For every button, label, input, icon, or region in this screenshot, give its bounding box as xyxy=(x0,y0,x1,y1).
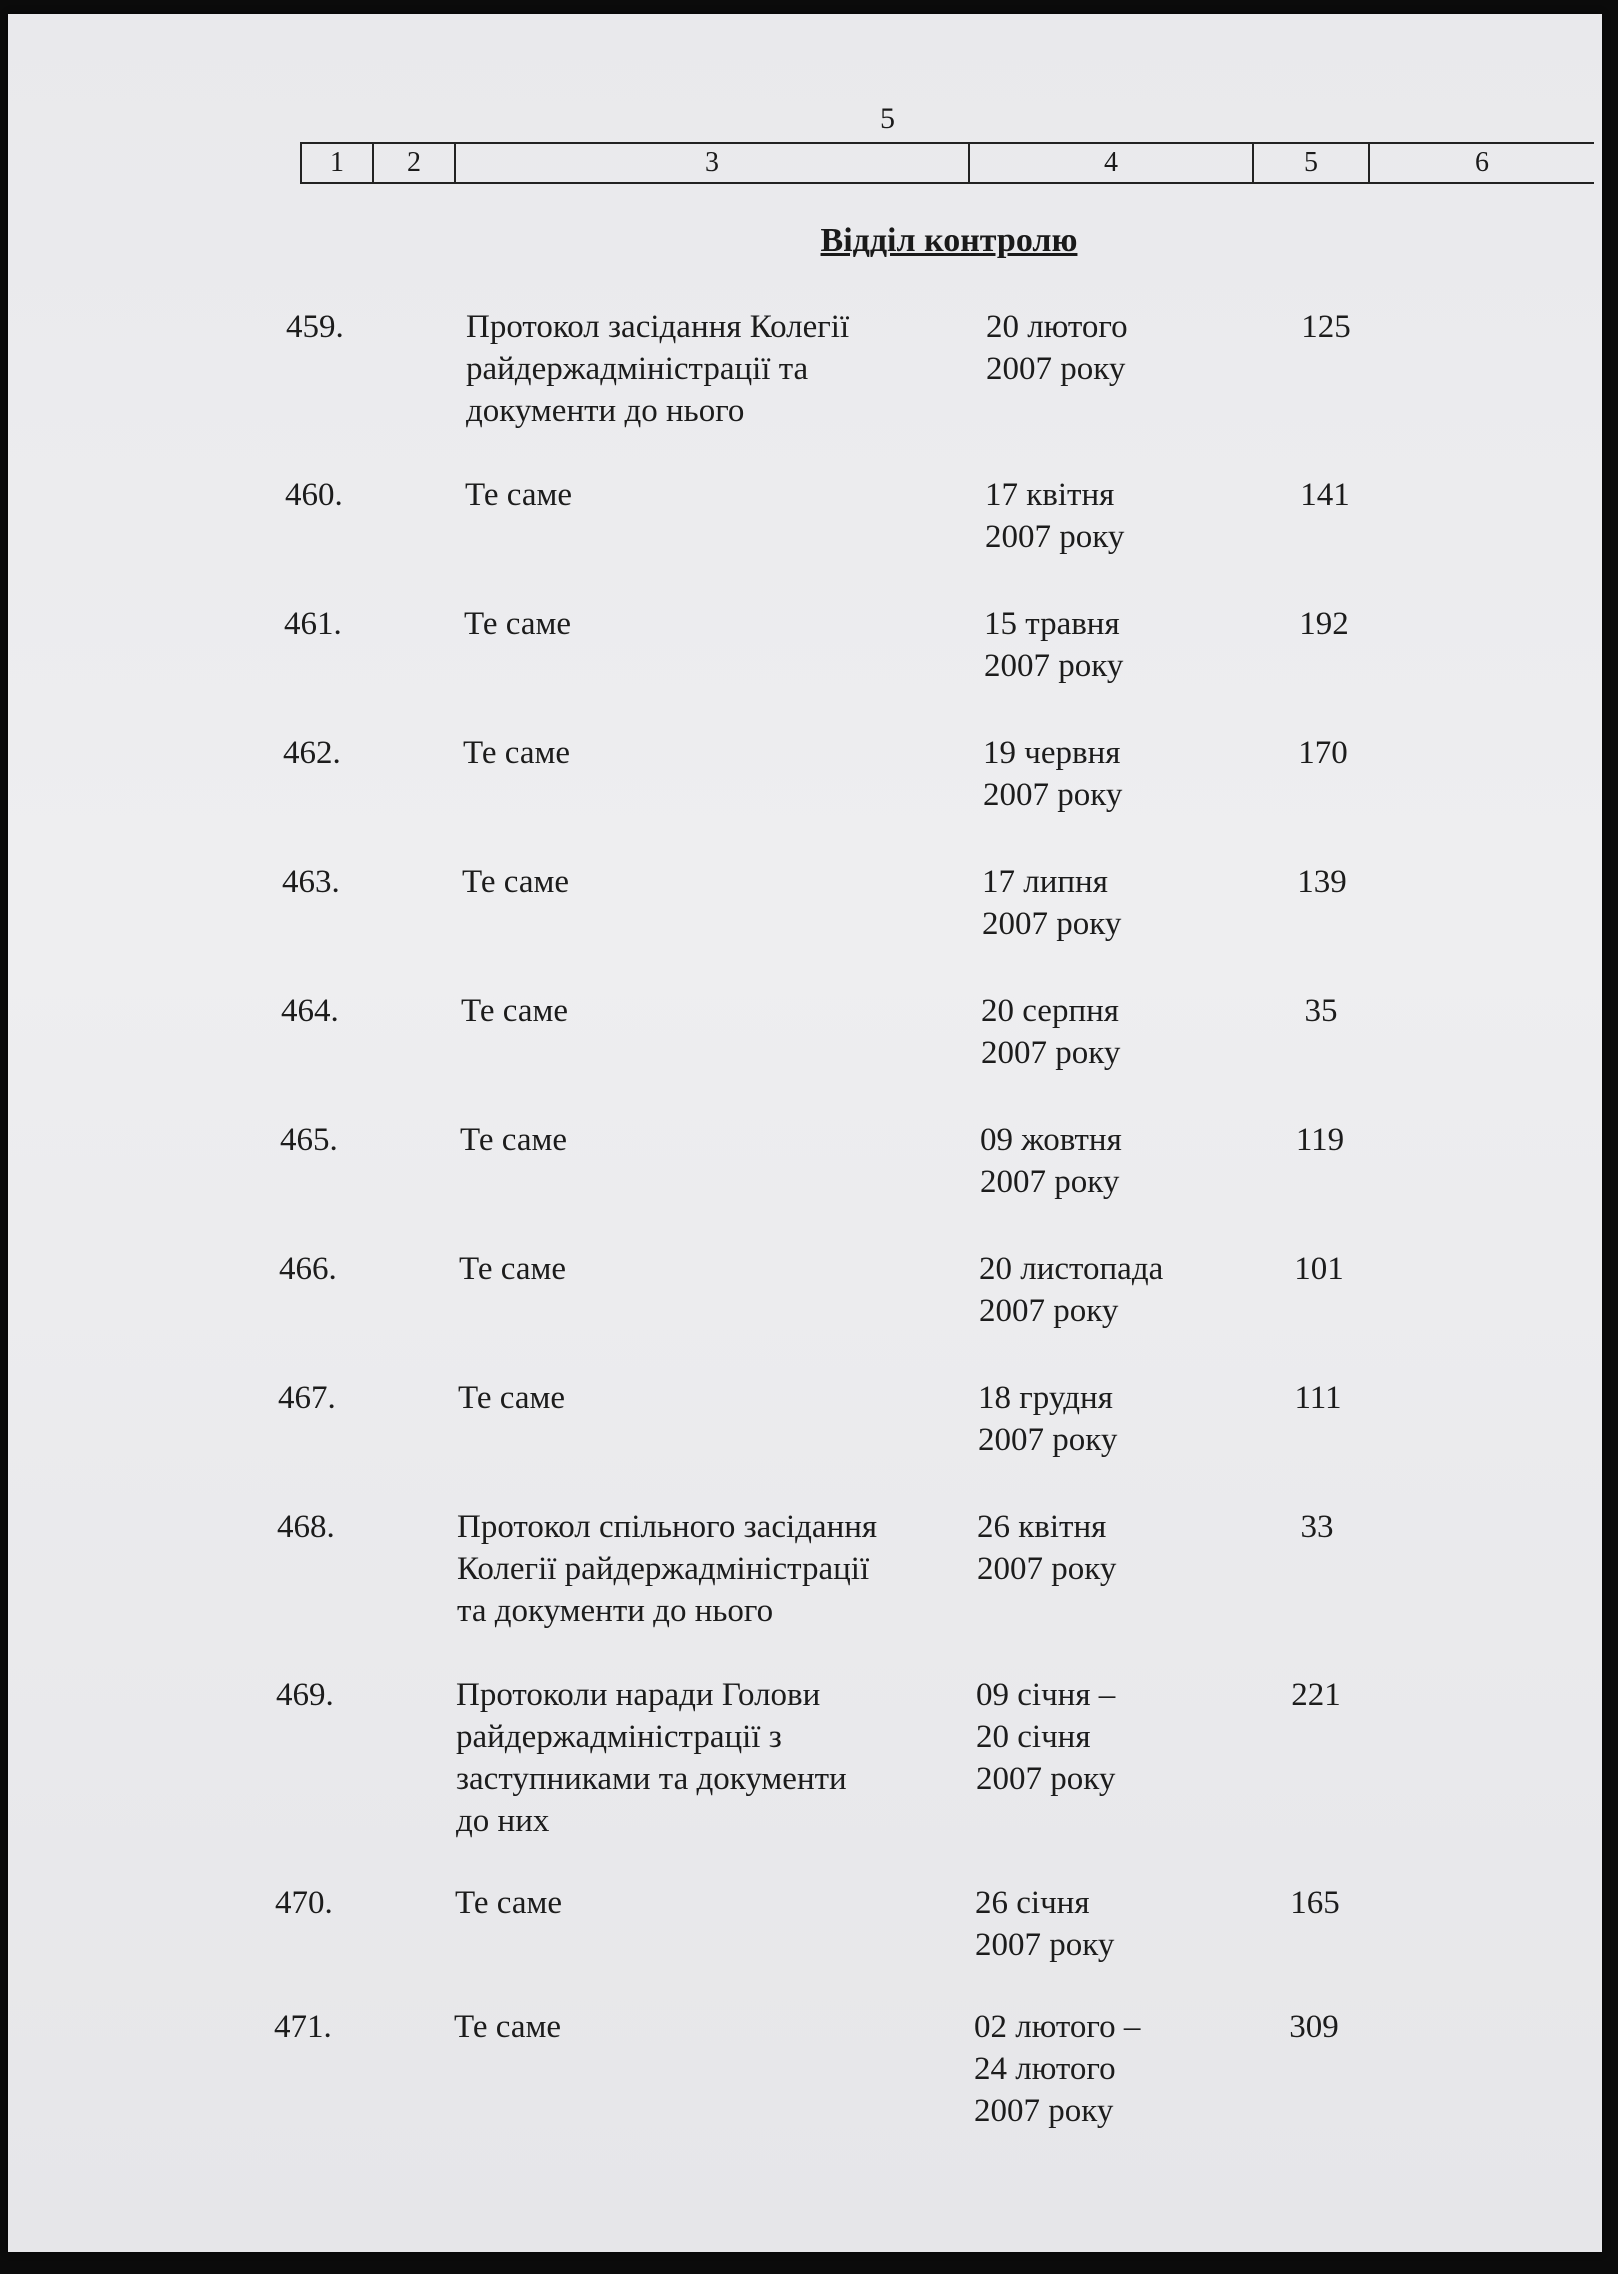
record-title-line: заступниками та документи xyxy=(456,1761,847,1797)
record-date xyxy=(985,474,1225,558)
record-date-line: 2007 року xyxy=(986,351,1126,387)
record-title-line: Те саме xyxy=(455,1885,563,1921)
record-date xyxy=(986,306,1226,390)
record-number: 459. xyxy=(286,309,344,345)
record-date xyxy=(979,1248,1219,1332)
record-date-line: 20 серпня xyxy=(981,993,1119,1029)
record-title-line: до них xyxy=(456,1803,550,1839)
record-date-line: 2007 року xyxy=(977,1551,1117,1587)
record-title-line: Те саме xyxy=(454,2009,562,2045)
record-title xyxy=(464,603,984,645)
record-date-line: 26 квітня xyxy=(977,1509,1107,1545)
record-date xyxy=(981,990,1221,1074)
record-sheet-count: 170 xyxy=(1298,735,1348,771)
record-number: 462. xyxy=(283,735,341,771)
record-date-line: 20 лютого xyxy=(986,309,1128,345)
column-header-5: 5 xyxy=(1252,144,1368,182)
record-date-line: 19 червня xyxy=(983,735,1121,771)
record-title-line: Те саме xyxy=(463,735,571,771)
record-title xyxy=(456,1674,976,1842)
record-title-line: Те саме xyxy=(465,477,573,513)
record-title-line: райдержадміністрації та xyxy=(466,351,809,387)
record-date-line: 2007 року xyxy=(985,519,1125,555)
record-number: 470. xyxy=(275,1885,333,1921)
record-number: 465. xyxy=(280,1122,338,1158)
record-number: 466. xyxy=(279,1251,337,1287)
record-sheet-count: 221 xyxy=(1291,1677,1341,1713)
record-title xyxy=(459,1248,979,1290)
record-number: 468. xyxy=(277,1509,335,1545)
record-date-line: 2007 року xyxy=(983,777,1123,813)
record-date-line: 2007 року xyxy=(975,1927,1115,1963)
record-number: 469. xyxy=(276,1677,334,1713)
record-sheet-count: 125 xyxy=(1301,309,1351,345)
record-sheet-count: 35 xyxy=(1304,993,1338,1029)
record-title xyxy=(462,861,982,903)
record-title-line: Те саме xyxy=(461,993,569,1029)
record-date-line: 18 грудня xyxy=(978,1380,1113,1416)
record-date xyxy=(977,1506,1217,1590)
record-title xyxy=(458,1377,978,1419)
record-date-line: 2007 року xyxy=(978,1422,1118,1458)
column-header-3: 3 xyxy=(454,144,968,182)
record-title-line: Протокол засідання Колегії xyxy=(466,309,850,345)
record-title-line: Протоколи наради Голови xyxy=(456,1677,821,1713)
record-title-line: та документи до нього xyxy=(457,1593,774,1629)
record-date xyxy=(976,1674,1216,1800)
record-sheet-count: 141 xyxy=(1300,477,1350,513)
record-date-line: 17 квітня xyxy=(985,477,1115,513)
record-date-line: 20 січня xyxy=(976,1719,1091,1755)
record-date-line: 17 липня xyxy=(982,864,1108,900)
record-number: 467. xyxy=(278,1380,336,1416)
record-sheet-count: 111 xyxy=(1294,1380,1342,1416)
record-sheet-count: 165 xyxy=(1290,1885,1340,1921)
record-number: 460. xyxy=(285,477,343,513)
record-sheet-count: 192 xyxy=(1299,606,1349,642)
column-header-row xyxy=(300,142,1594,184)
record-date-line: 2007 року xyxy=(976,1761,1116,1797)
record-date xyxy=(983,732,1223,816)
record-date-line: 26 січня xyxy=(975,1885,1090,1921)
record-sheet-count: 309 xyxy=(1289,2009,1339,2045)
record-date-line: 2007 року xyxy=(980,1164,1120,1200)
record-title xyxy=(463,732,983,774)
record-title xyxy=(466,306,986,432)
record-title-line: Протокол спільного засідання xyxy=(457,1509,878,1545)
record-sheet-count: 33 xyxy=(1300,1509,1334,1545)
record-title xyxy=(455,1882,975,1924)
record-date-line: 20 листопада xyxy=(979,1251,1164,1287)
record-date xyxy=(980,1119,1220,1203)
column-header-6: 6 xyxy=(1368,144,1594,182)
record-sheet-count: 139 xyxy=(1297,864,1347,900)
record-date-line: 2007 року xyxy=(981,1035,1121,1071)
record-title xyxy=(454,2006,974,2048)
record-date-line: 15 травня xyxy=(984,606,1120,642)
record-title-line: Те саме xyxy=(464,606,572,642)
record-number: 471. xyxy=(274,2009,332,2045)
record-sheet-count: 119 xyxy=(1295,1122,1345,1158)
record-date-line: 2007 року xyxy=(974,2093,1114,2129)
record-number: 461. xyxy=(284,606,342,642)
record-title-line: документи до нього xyxy=(466,393,745,429)
record-date-line: 24 лютого xyxy=(974,2051,1116,2087)
record-date xyxy=(984,603,1224,687)
column-header-1: 1 xyxy=(300,144,372,182)
section-title: Відділ контролю xyxy=(820,222,1078,259)
record-title-line: Те саме xyxy=(459,1251,567,1287)
page-number: 5 xyxy=(880,102,895,135)
record-date-line: 2007 року xyxy=(984,648,1124,684)
record-title-line: Колегії райдержадміністрації xyxy=(457,1551,870,1587)
record-number: 463. xyxy=(282,864,340,900)
record-date-line: 02 лютого – xyxy=(974,2009,1141,2045)
record-sheet-count: 101 xyxy=(1294,1251,1344,1287)
record-date xyxy=(982,861,1222,945)
record-date xyxy=(978,1377,1218,1461)
record-title xyxy=(457,1506,977,1632)
record-number: 464. xyxy=(281,993,339,1029)
record-date-line: 09 жовтня xyxy=(980,1122,1122,1158)
record-title xyxy=(465,474,985,516)
record-title-line: Те саме xyxy=(460,1122,568,1158)
record-date-line: 2007 року xyxy=(979,1293,1119,1329)
record-date-line: 2007 року xyxy=(982,906,1122,942)
column-header-2: 2 xyxy=(372,144,454,182)
record-title-line: Те саме xyxy=(458,1380,566,1416)
record-date xyxy=(974,2006,1214,2132)
record-title xyxy=(460,1119,980,1161)
record-date-line: 09 січня – xyxy=(976,1677,1116,1713)
record-title-line: Те саме xyxy=(462,864,570,900)
column-header-4: 4 xyxy=(968,144,1252,182)
record-date xyxy=(975,1882,1215,1966)
record-title xyxy=(461,990,981,1032)
record-title-line: райдержадміністрації з xyxy=(456,1719,782,1755)
